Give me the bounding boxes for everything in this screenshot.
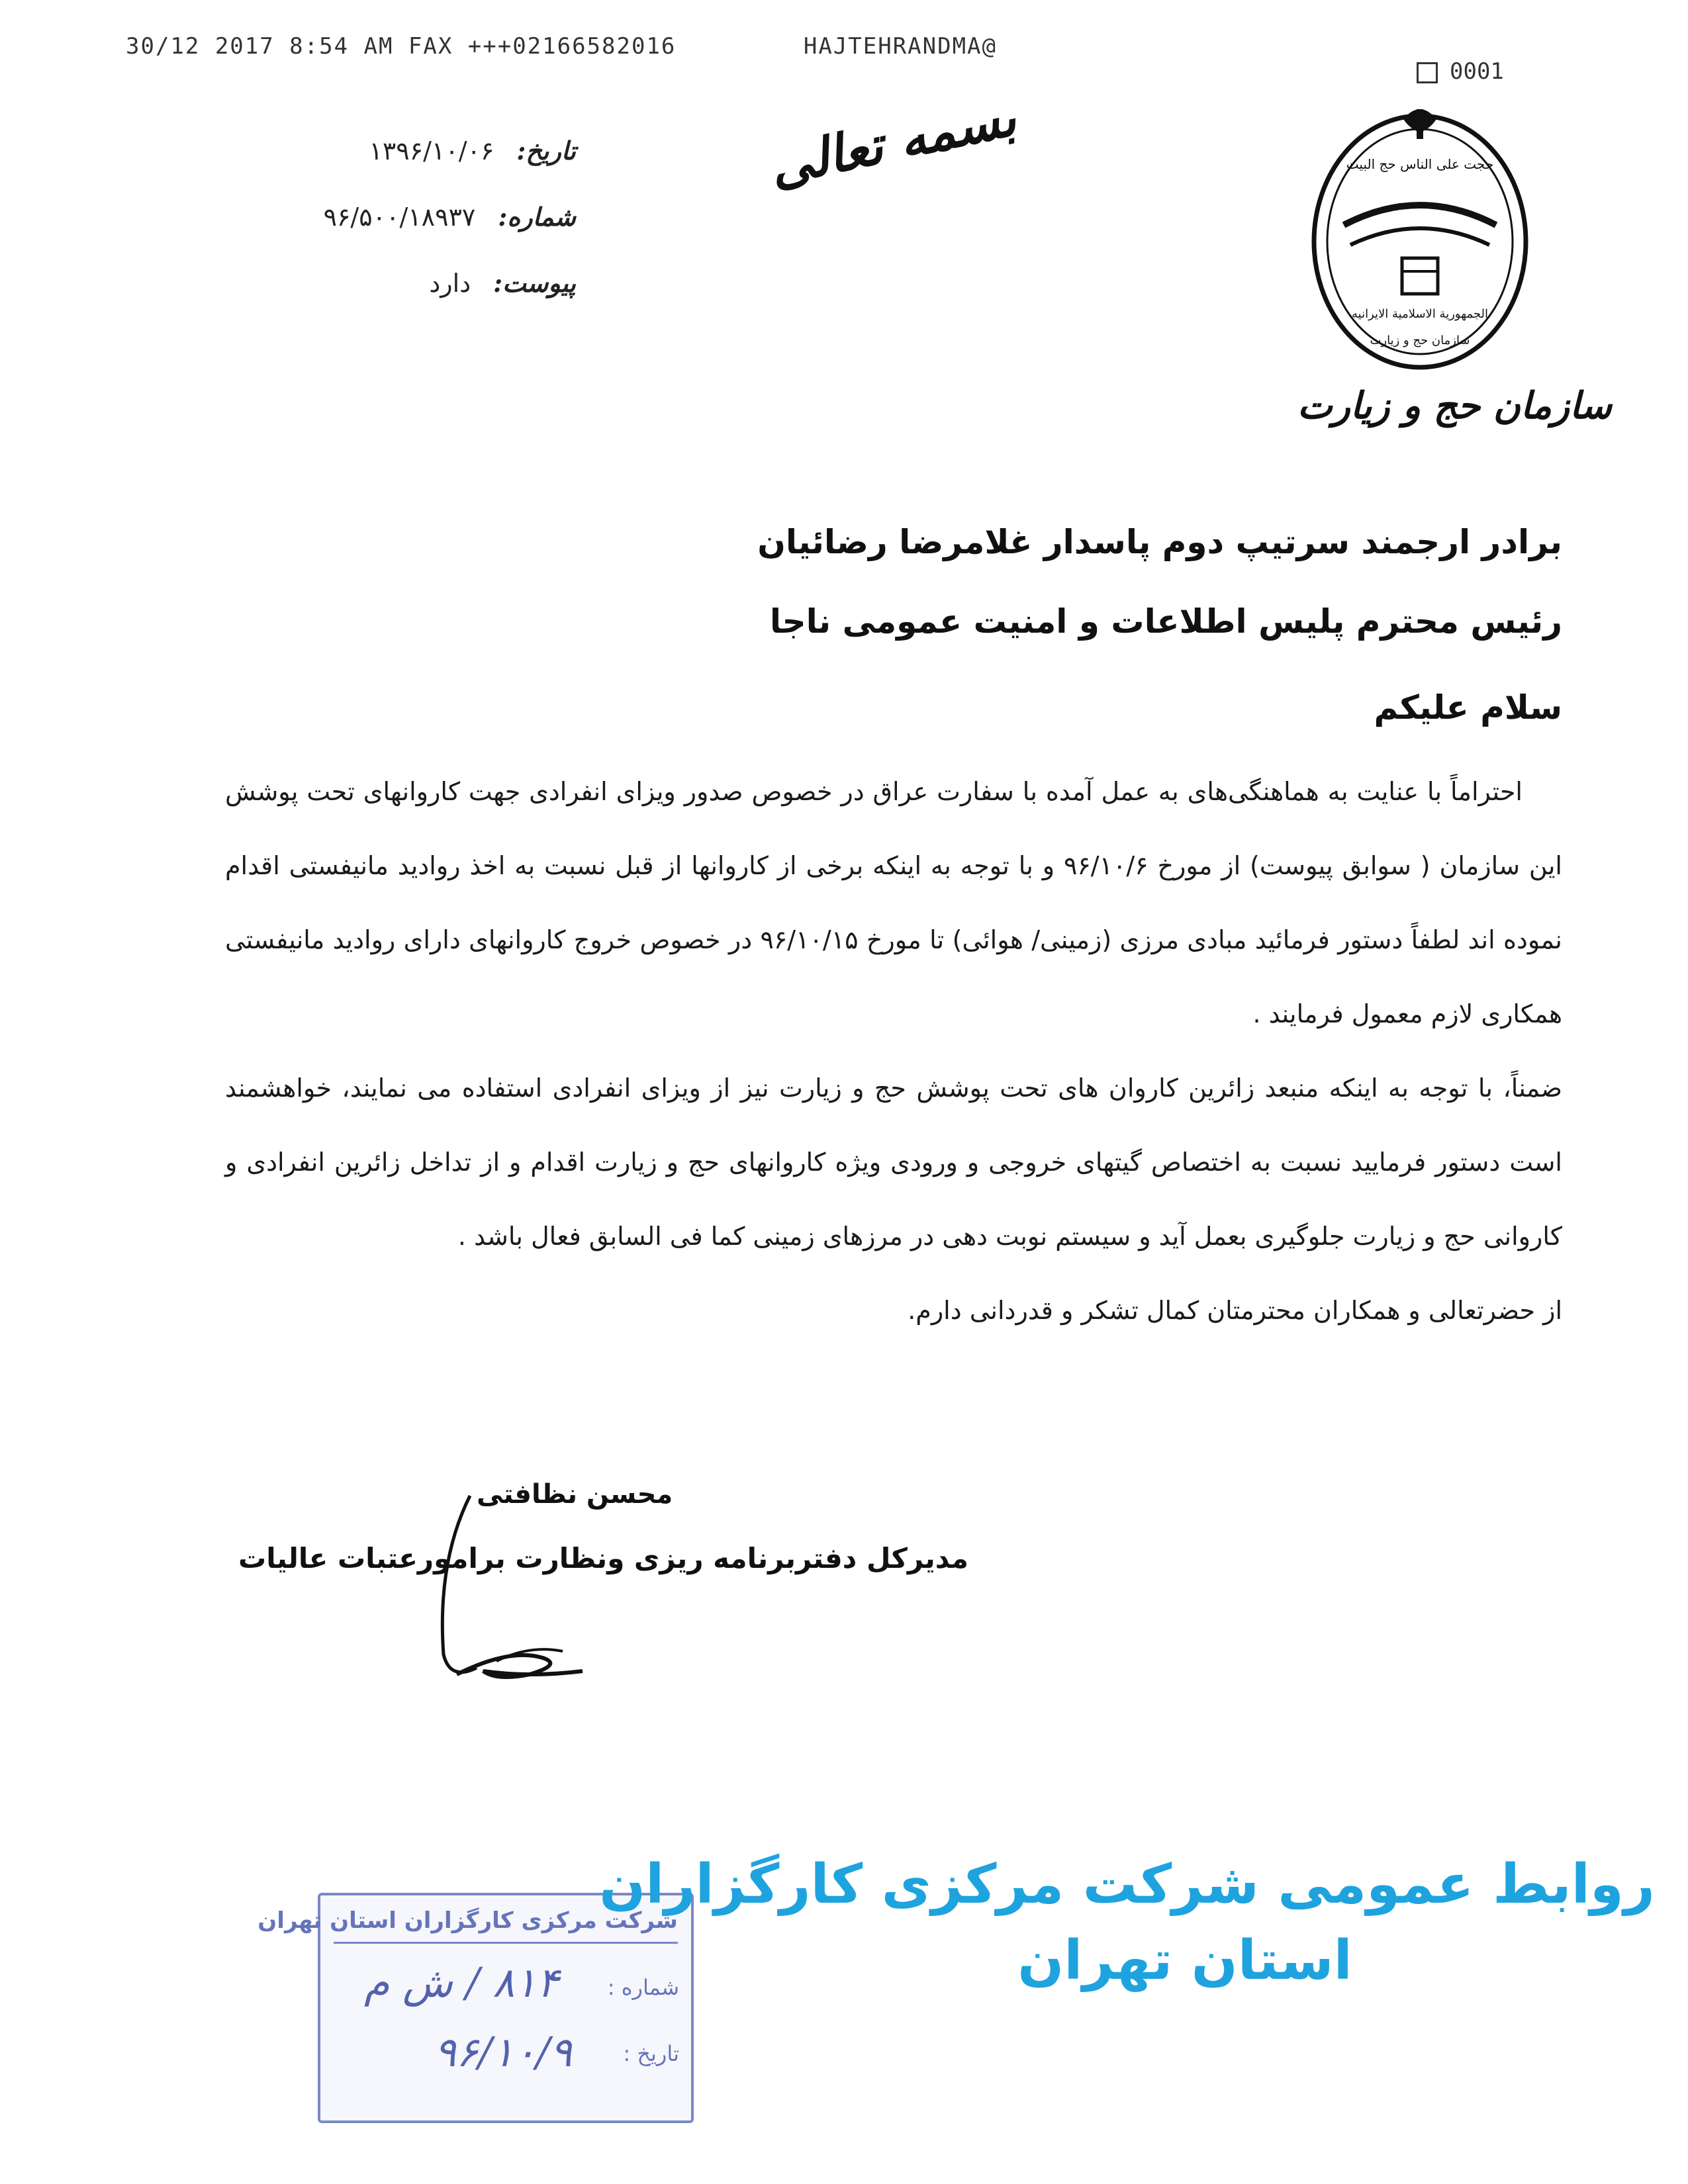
body-paragraph-3: از حضرتعالی و همکاران محترمتان کمال تشکر و قدردانی دارم. (908, 1296, 1562, 1325)
letter-body (225, 754, 1562, 1347)
organization-name: سازمان حج و زیارت (1297, 384, 1612, 428)
fax-header-line: 30/12 2017 8:54 AM FAX +++02166582016 (126, 33, 677, 60)
stamp-date-value: ۹۶/۱۰/۹ (434, 2028, 572, 2076)
emblem-ring-text: الجمهورية الاسلامية الایرانیه (1351, 307, 1489, 321)
public-relations-line1: روابط عمومی شرکت مرکزی کارگزاران (599, 1853, 1655, 1916)
bismillah: بسمه تعالی (764, 87, 1021, 199)
date-label: تاریخ: (516, 136, 576, 165)
signatory-title: مدیرکل دفتربرنامه ریزی ونظارت برامورعتبات عالیات (238, 1542, 969, 1574)
signatory-name: محسن نظافتی (477, 1479, 673, 1510)
body-paragraph-2: ضمناً، با توجه به اینکه منبعد زائرین کاروان های تحت پوشش حج و زیارت نیز از ویزای انفرادی استفاده می نمایند، خواهشمند است دستور فرمایید نسبت به اختصاص گیتهای خروجی و ورودی ویژه کاروانهای حج و زیارت اقدام و از تداخل زائرین انفرادی و کاروانی حج و زیارت جلوگیری بعمل آید و سیستم نوبت دهی در مرزهای زمینی کما فی السابق فعال باشد . (225, 1073, 1562, 1251)
organization-emblem-icon (1304, 93, 1536, 371)
addressee-line1: برادر ارجمند سرتیپ دوم پاسدار غلامرضا رضائیان (757, 523, 1562, 561)
attachment-value: دارد (429, 269, 471, 298)
date-row (369, 136, 576, 165)
fax-header (126, 33, 997, 60)
stamp-org: شرکت مرکزی کارگزاران استان تهران (334, 1907, 678, 1944)
number-label: شماره: (498, 202, 576, 232)
received-stamp (258, 1893, 694, 2123)
date-value: ۱۳۹۶/۱۰/۰۶ (369, 136, 494, 165)
page-box-icon (1417, 62, 1438, 83)
body-paragraph-1: احتراماً با عنایت به هماهنگی‌های به عمل آمده با سفارت عراق در خصوص صدور ویزای انفرادی جهت کاروانهای تحت پوشش این سازمان ( سوابق پیوست) از مورخ ۹۶/۱۰/۶ و با توجه به اینکه برخی از کاروانها از قبل نسبت به اخذ روادید مانیفستی اقدام نموده اند لطفاً دستور فرمائید مبادی مرزی (زمینی/ هوائی) تا مورخ ۹۶/۱۰/۱۵ در خصوص خروج کاروانهای دارای روادید مانیفستی همکاری لازم معمول فرمایند . (225, 777, 1562, 1028)
fax-destination: HAJTEHRANDMA@ (803, 33, 997, 60)
number-value: ۹۶/۵۰۰/۱۸۹۳۷ (323, 203, 476, 232)
attachment-row (429, 268, 576, 298)
emblem-motto: حجت علی الناس حج البیت (1346, 156, 1494, 172)
addressee-line2: رئیس محترم پلیس اطلاعات و امنیت عمومی ناجا (769, 602, 1562, 641)
fax-page-number: 0001 (1417, 58, 1504, 85)
handwritten-signature-icon (397, 1482, 635, 1694)
greeting: سلام علیکم (1374, 688, 1562, 727)
stamp-date-label: تاریخ : (623, 2041, 679, 2066)
stamp-number-label: شماره : (607, 1975, 679, 2000)
stamp-number-value: ۸۱۴ / ش م (364, 1958, 559, 2007)
emblem-bottom-text: سازمان حج و زیارت (1370, 334, 1470, 347)
number-row (324, 202, 576, 232)
attachment-label: پیوست: (493, 268, 576, 298)
public-relations-line2: استان تهران (1017, 1929, 1352, 1992)
